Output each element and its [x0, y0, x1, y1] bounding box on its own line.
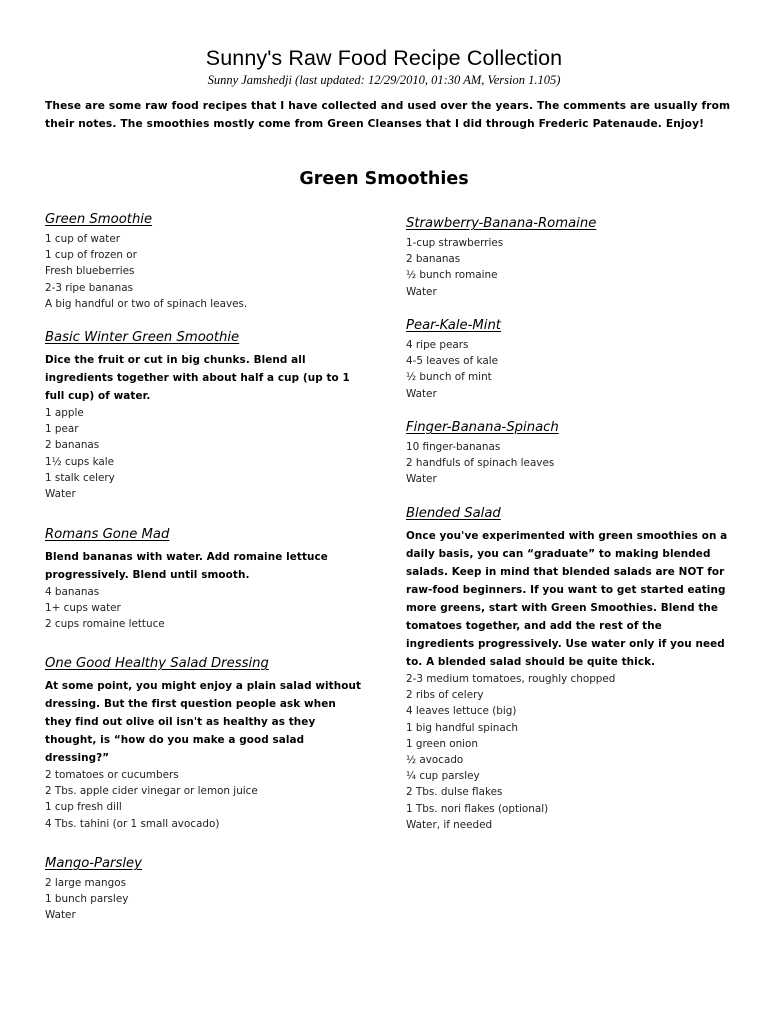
- ingredient-item: 2 tomatoes or cucumbers: [45, 769, 179, 781]
- ingredient-item: 1 big handful spinach: [406, 721, 519, 734]
- recipe-title: Mango-Parsley: [45, 856, 142, 871]
- ingredient-item: 1 cup fresh dill: [45, 801, 122, 814]
- recipe-title: Strawberry-Banana-Romaine: [406, 216, 597, 231]
- ingredient-list: [45, 767, 365, 832]
- ingredient-item: 10 finger-bananas: [406, 441, 501, 453]
- recipe-basic-winter-green-smoothie: [45, 329, 370, 502]
- ingredient-item: 2 Tbs. apple cider vinegar or lemon juice: [45, 785, 258, 798]
- ingredient-item: 1 Tbs. nori flakes (optional): [406, 802, 549, 815]
- recipe-blended-salad: [406, 505, 728, 833]
- document-subtitle: Sunny Jamshedji (last updated: 12/29/2010, 01:30 AM, Version 1.105): [207, 73, 561, 87]
- ingredient-item: ½ avocado: [406, 754, 464, 767]
- ingredient-item: Water: [406, 473, 437, 486]
- ingredient-item: A big handful or two of spinach leaves.: [45, 297, 248, 310]
- ingredient-item: 2 cups romaine lettuce: [45, 618, 165, 631]
- ingredient-list: [406, 439, 736, 488]
- recipe-description: Dice the fruit or cut in big chunks. Blend all ingredients together with about half a cup (up to 1 full cup) of water.: [45, 354, 350, 402]
- ingredient-item: 1 pear: [45, 423, 79, 436]
- ingredient-item: 1 cup of frozen or: [45, 249, 137, 262]
- recipe-description: Blend bananas with water. Add romaine lettuce progressively. Blend until smooth.: [45, 551, 328, 581]
- ingredient-item: 2-3 ripe bananas: [45, 281, 134, 294]
- recipe-description: At some point, you might enjoy a plain salad without dressing. But the first question people ask when they find out olive oil isn't as healthy as they thought, is “how do you make a good salad dressing?”: [45, 680, 362, 764]
- recipe-pear-kale-mint: [406, 317, 736, 402]
- intro-paragraph: These are some raw food recipes that I have collected and used over the years. The comments are usually from their notes. The smoothies mostly come from Green Cleanses that I did through Frederic Patenaude. Enjoy!: [45, 100, 731, 130]
- ingredient-list: [406, 671, 728, 833]
- ingredient-item: 1 bunch parsley: [45, 893, 129, 906]
- recipe-title: Pear-Kale-Mint: [406, 318, 501, 333]
- recipe-green-smoothie: [45, 211, 375, 312]
- ingredient-item: 4 ripe pears: [406, 339, 469, 351]
- ingredient-item: Water: [45, 909, 76, 922]
- recipe-title: Green Smoothie: [45, 212, 153, 227]
- ingredient-item: ½ bunch romaine: [406, 269, 498, 282]
- recipe-strawberry-banana-romaine: [406, 215, 736, 300]
- ingredient-item: 2 ribs of celery: [406, 689, 484, 702]
- ingredient-item: 2 Tbs. dulse flakes: [406, 786, 503, 799]
- document-title: Sunny's Raw Food Recipe Collection: [205, 46, 563, 70]
- recipe-title: Romans Gone Mad: [45, 527, 170, 542]
- recipe-description: Once you've experimented with green smoothies on a daily basis, you can “graduate” to making blended salads. Keep in mind that blended salads are NOT for raw-food beginners. If you want to get started eating more greens, start with Green Smoothies. Blend the tomatoes together, and add the rest of the ingredients progressively. Use water only if you need to. A blended salad should be quite thick.: [406, 530, 728, 668]
- ingredient-item: ½ bunch of mint: [406, 371, 492, 384]
- ingredient-item: 4 Tbs. tahini (or 1 small avocado): [45, 817, 220, 830]
- recipe-title: Basic Winter Green Smoothie: [45, 330, 240, 345]
- ingredient-list: [45, 231, 375, 312]
- ingredient-list: [45, 584, 365, 633]
- ingredient-list: [45, 405, 370, 502]
- ingredient-item: 1+ cups water: [45, 602, 121, 615]
- ingredient-item: 1 apple: [45, 407, 84, 419]
- ingredient-list: [406, 235, 736, 300]
- ingredient-item: 1 stalk celery: [45, 471, 115, 484]
- recipe-title: One Good Healthy Salad Dressing: [45, 656, 269, 671]
- section-heading: Green Smoothies: [299, 169, 469, 189]
- ingredient-item: 2-3 medium tomatoes, roughly chopped: [406, 673, 616, 685]
- ingredient-item: Fresh blueberries: [45, 265, 135, 278]
- ingredient-item: 4-5 leaves of kale: [406, 355, 498, 368]
- ingredient-list: [406, 337, 736, 402]
- ingredient-item: 1-cup strawberries: [406, 237, 504, 249]
- ingredient-item: Water: [406, 285, 437, 298]
- recipe-finger-banana-spinach: [406, 419, 736, 488]
- recipe-title: Blended Salad: [406, 506, 501, 521]
- ingredient-item: 2 bananas: [45, 439, 100, 452]
- ingredient-item: 1 green onion: [406, 737, 478, 750]
- ingredient-list: [45, 875, 365, 924]
- recipe-romans-gone-mad: [45, 526, 365, 633]
- recipe-salad-dressing: [45, 655, 365, 832]
- ingredient-item: Water: [406, 387, 437, 400]
- recipe-title: Finger-Banana-Spinach: [406, 420, 559, 435]
- ingredient-item: Water: [45, 488, 76, 501]
- ingredient-item: 4 leaves lettuce (big): [406, 705, 517, 718]
- ingredient-item: 2 handfuls of spinach leaves: [406, 457, 555, 470]
- ingredient-item: 4 bananas: [45, 586, 100, 598]
- ingredient-item: Water, if needed: [406, 818, 493, 831]
- ingredient-item: 1½ cups kale: [45, 455, 115, 468]
- recipe-mango-parsley: [45, 855, 365, 924]
- ingredient-item: 1 cup of water: [45, 233, 121, 245]
- ingredient-item: ¼ cup parsley: [406, 770, 480, 783]
- ingredient-item: 2 large mangos: [45, 877, 126, 889]
- ingredient-item: 2 bananas: [406, 253, 461, 266]
